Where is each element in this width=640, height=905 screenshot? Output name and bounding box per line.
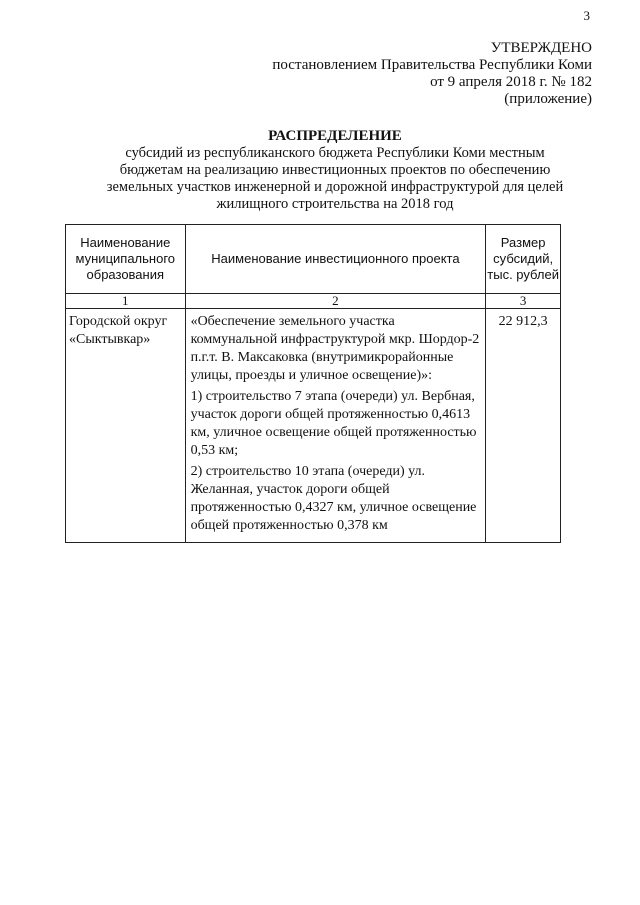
end-rule [250, 542, 455, 543]
approval-block [272, 40, 592, 108]
document-subtitle [0, 145, 640, 213]
header-amount: Размер субсидий, тыс. рублей [486, 225, 561, 294]
header-municipality: Наименование муниципального образования [66, 225, 186, 294]
approval-line: от 9 апреля 2018 г. № 182 [430, 74, 592, 90]
document-title: РАСПРЕДЕЛЕНИЕ [268, 128, 402, 144]
distribution-table [65, 224, 561, 543]
table-header-row [66, 225, 561, 294]
project-title: «Обеспечение земельного участка коммунальной инфраструктурой мкр. Шордор-2 п.г.т. В. Максаковка (внутримикрорайонные улицы, проезды и уличное освещение)»: [190, 314, 480, 383]
column-number-row [66, 294, 561, 309]
subtitle-line: жилищного строительства на 2018 год [216, 196, 454, 212]
subtitle-line: субсидий из республиканского бюджета Республики Коми местным [125, 145, 545, 161]
header-project: Наименование инвестиционного проекта [185, 225, 486, 294]
project-cell [185, 309, 486, 543]
table-row [66, 309, 561, 543]
approval-line: постановлением Правительства Республики Коми [272, 57, 592, 73]
municipality-cell: Городской округ «Сыктывкар» [66, 309, 186, 543]
amount-cell: 22 912,3 [486, 309, 561, 543]
column-number: 1 [66, 294, 186, 309]
column-number: 2 [185, 294, 486, 309]
column-number: 3 [486, 294, 561, 309]
approval-line: УТВЕРЖДЕНО [490, 40, 592, 56]
project-stage: 2) строительство 10 этапа (очереди) ул. Желанная, участок дороги общей протяженностью 0,4327 км, уличное освещение общей протяженностью 0,378 км [190, 464, 477, 533]
project-stage: 1) строительство 7 этапа (очереди) ул. Вербная, участок дороги общей протяженностью 0,4613 км, уличное освещение общей протяженностью 0,53 км; [190, 389, 477, 458]
subtitle-line: земельных участков инженерной и дорожной инфраструктурой для целей [106, 179, 564, 195]
subtitle-line: бюджетам на реализацию инвестиционных проектов по обеспечению [119, 162, 551, 178]
approval-line: (приложение) [504, 91, 592, 107]
page-number: 3 [583, 8, 590, 23]
